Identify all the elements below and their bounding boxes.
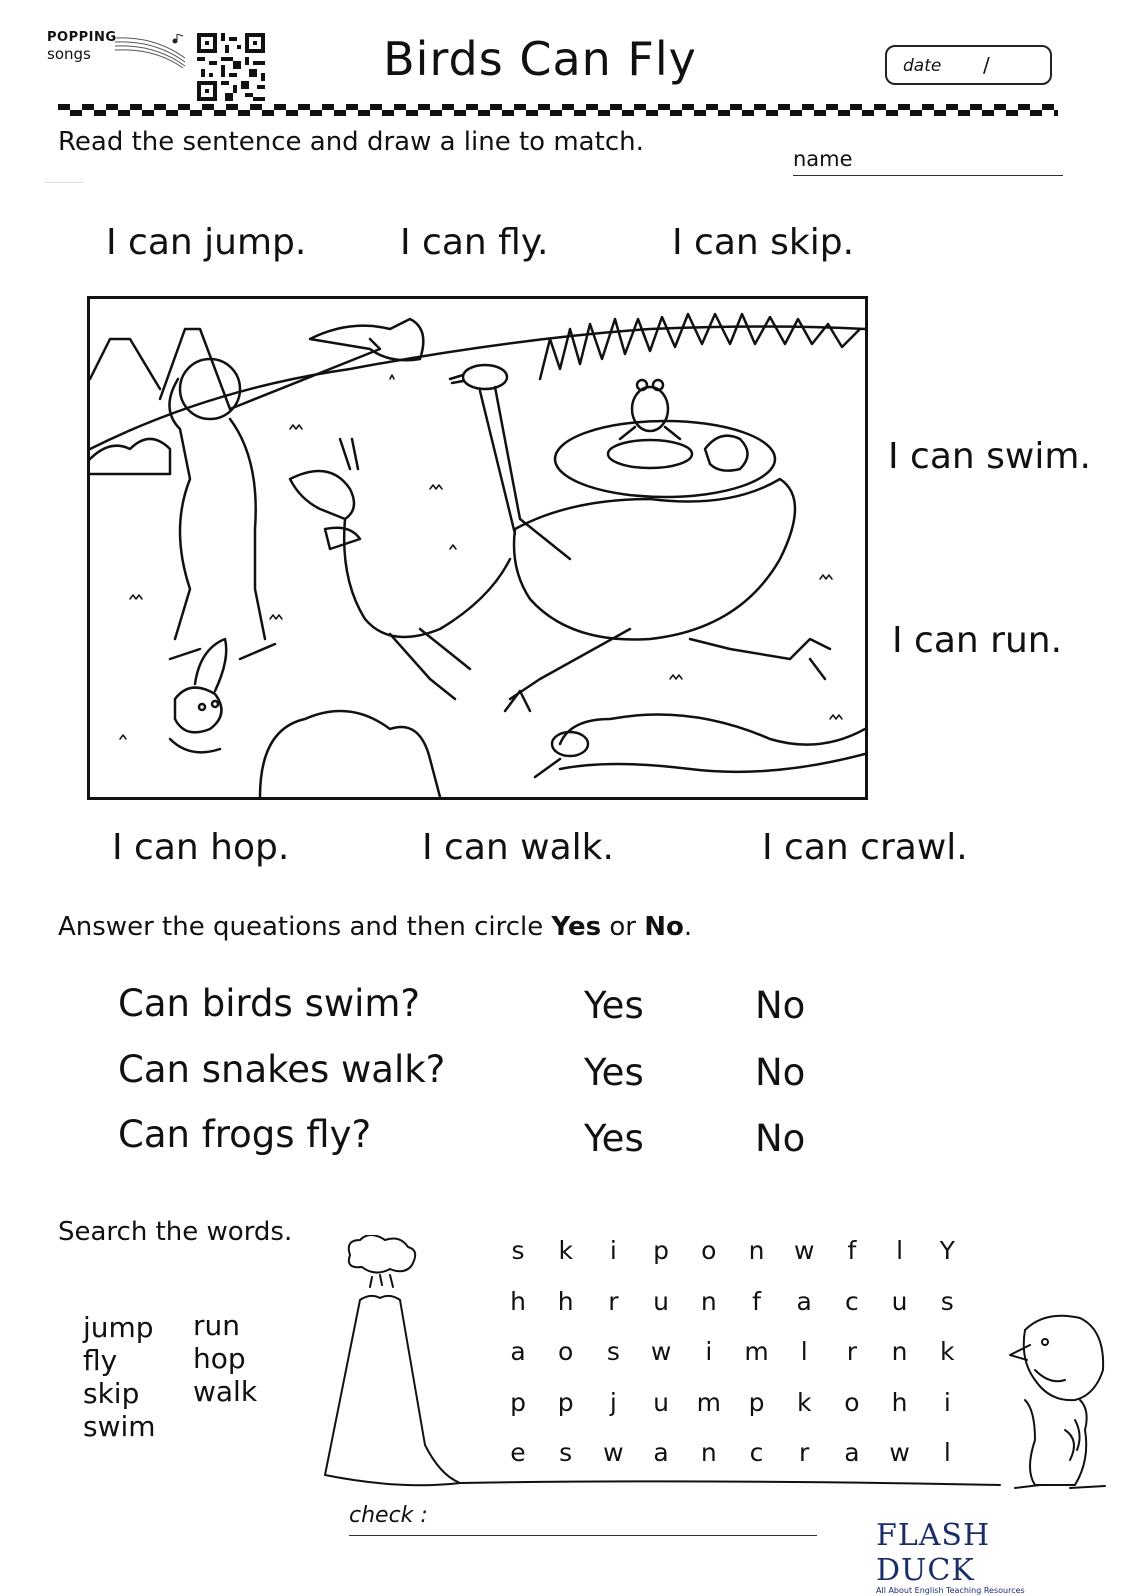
animal-illustration [87, 296, 868, 800]
grid-letter[interactable]: u [891, 1286, 908, 1316]
grid-letter[interactable]: j [609, 1387, 617, 1417]
questions-instruction [58, 912, 692, 942]
grid-letter[interactable]: w [889, 1438, 910, 1467]
grid-letter[interactable]: i [943, 1387, 951, 1417]
questions-yes-word: Yes [551, 912, 602, 942]
grid-letter[interactable]: i [609, 1236, 617, 1265]
grid-letter[interactable]: s [606, 1337, 620, 1366]
grid-letter[interactable]: h [557, 1286, 574, 1316]
word-search-grid[interactable] [498, 1236, 968, 1476]
word-walk: walk [193, 1375, 258, 1408]
grid-letter[interactable]: n [700, 1438, 717, 1467]
grid-letter[interactable]: w [603, 1438, 624, 1467]
grid-letter[interactable]: n [748, 1236, 765, 1265]
grid-letter[interactable]: r [799, 1438, 810, 1467]
grid-letter[interactable]: r [608, 1286, 619, 1316]
grid-letter[interactable]: k [796, 1387, 812, 1417]
date-label: date [903, 56, 942, 76]
questions-instruction-pre: Answer the queations and then circle [58, 912, 552, 942]
grid-letter[interactable]: k [558, 1236, 573, 1265]
logo-line2: songs [47, 45, 91, 63]
grid-letter[interactable]: a [796, 1286, 812, 1316]
search-instruction: Search the words. [58, 1217, 293, 1247]
brand-name: FLASH DUCK [876, 1518, 991, 1588]
match-instruction: Read the sentence and draw a line to match. [58, 127, 644, 157]
grid-letter[interactable]: e [510, 1438, 526, 1467]
grid-letter[interactable]: m [744, 1337, 769, 1366]
sentence-fly[interactable]: I can fly. [400, 222, 549, 263]
line-art-scene [90, 299, 865, 797]
grid-letter[interactable]: s [940, 1286, 954, 1316]
grid-letter[interactable]: n [891, 1337, 908, 1366]
grid-letter[interactable]: n [700, 1286, 717, 1316]
grid-letter[interactable]: l [943, 1438, 951, 1467]
grid-letter[interactable]: p [510, 1387, 526, 1417]
word-fly: fly [83, 1344, 118, 1377]
grid-letter[interactable]: o [558, 1337, 574, 1366]
grid-letter[interactable]: l [800, 1337, 808, 1366]
word-jump: jump [83, 1311, 154, 1344]
date-separator: / [983, 53, 990, 77]
check-label: check : [349, 1503, 428, 1528]
worksheet-title: Birds Can Fly [383, 32, 697, 86]
sentence-walk[interactable]: I can walk. [422, 827, 614, 868]
grid-letter[interactable]: a [653, 1438, 669, 1467]
grid-letter[interactable]: h [510, 1286, 526, 1316]
grid-letter[interactable]: p [557, 1387, 574, 1417]
grid-letter[interactable]: c [749, 1438, 764, 1467]
sentence-crawl[interactable]: I can crawl. [762, 827, 968, 868]
sentence-run[interactable]: I can run. [892, 620, 1063, 661]
word-swim: swim [83, 1410, 156, 1443]
pond [555, 421, 775, 497]
grid-letter[interactable]: o [844, 1387, 860, 1417]
grid-letter[interactable]: h [891, 1387, 908, 1417]
grid-letter[interactable]: r [846, 1337, 858, 1366]
ostrich-drawing [450, 365, 830, 711]
popping-songs-logo [47, 30, 187, 70]
name-field[interactable] [793, 175, 1063, 176]
word-run: run [193, 1309, 241, 1342]
grid-letter[interactable]: u [653, 1286, 670, 1316]
word-skip: skip [83, 1377, 140, 1410]
caveman-drawing [169, 339, 380, 659]
question-birds-swim: Can birds swim? [118, 982, 421, 1025]
checkered-divider [58, 104, 1058, 116]
bird-head [705, 436, 748, 471]
qr-code-icon[interactable] [197, 33, 265, 101]
answer-yes-3[interactable]: Yes [584, 1117, 644, 1160]
grid-letter[interactable]: i [705, 1337, 713, 1366]
faint-mark [44, 182, 84, 183]
grid-letter[interactable]: c [845, 1286, 859, 1316]
word-list-col2 [193, 1309, 257, 1408]
brand-tagline: All About English Teaching Resources [876, 1586, 1025, 1595]
date-field[interactable] [885, 45, 1052, 85]
caveman-peeking-drawing [995, 1310, 1115, 1510]
questions-no-word: No [644, 912, 684, 942]
grass-top [540, 314, 860, 379]
grid-letter[interactable]: f [752, 1286, 761, 1316]
grid-letter[interactable]: l [896, 1236, 904, 1265]
grid-letter[interactable]: k [940, 1337, 955, 1366]
grid-letter[interactable]: p [653, 1236, 670, 1265]
questions-end-period: . [683, 912, 693, 942]
grid-letter[interactable]: a [510, 1337, 526, 1366]
check-field[interactable] [349, 1535, 817, 1536]
sentence-skip[interactable]: I can skip. [672, 222, 855, 263]
grid-letter[interactable]: s [559, 1438, 573, 1467]
grid-letter[interactable]: p [748, 1387, 765, 1417]
sentence-hop[interactable]: I can hop. [112, 827, 290, 868]
answer-no-3[interactable]: No [755, 1117, 806, 1160]
grid-letter[interactable]: m [696, 1387, 721, 1417]
grid-letter[interactable]: o [701, 1236, 717, 1265]
answer-no-2[interactable]: No [755, 1051, 806, 1094]
grid-letter[interactable]: s [511, 1236, 525, 1265]
logo-line1: POPPING [47, 30, 117, 45]
question-frogs-fly: Can frogs fly? [118, 1113, 372, 1156]
answer-yes-2[interactable]: Yes [584, 1051, 644, 1094]
word-list-col1 [83, 1311, 156, 1443]
grid-letter[interactable]: Y [939, 1236, 955, 1265]
sentence-swim[interactable]: I can swim. [888, 436, 1091, 477]
sentence-jump[interactable]: I can jump. [106, 222, 307, 263]
grid-letter[interactable]: f [847, 1236, 857, 1265]
name-label: name [793, 147, 853, 171]
frog-drawing [620, 380, 680, 439]
answer-no-1[interactable]: No [755, 984, 806, 1027]
lily-pad [608, 440, 692, 468]
grid-letter[interactable]: w [650, 1337, 672, 1366]
question-snakes-walk: Can snakes walk? [118, 1048, 446, 1091]
bush [260, 711, 440, 797]
music-staff-icon [115, 34, 187, 68]
word-hop: hop [193, 1342, 246, 1375]
grid-letter[interactable]: a [844, 1438, 860, 1467]
snake-drawing [535, 715, 865, 778]
grid-letter[interactable]: u [653, 1387, 670, 1417]
flash-duck-logo [876, 1518, 1076, 1595]
kangaroo-drawing [290, 439, 510, 699]
grid-letter[interactable]: w [793, 1236, 815, 1265]
questions-or-word: or [601, 912, 645, 942]
answer-yes-1[interactable]: Yes [584, 984, 644, 1027]
volcano-left [90, 339, 160, 389]
